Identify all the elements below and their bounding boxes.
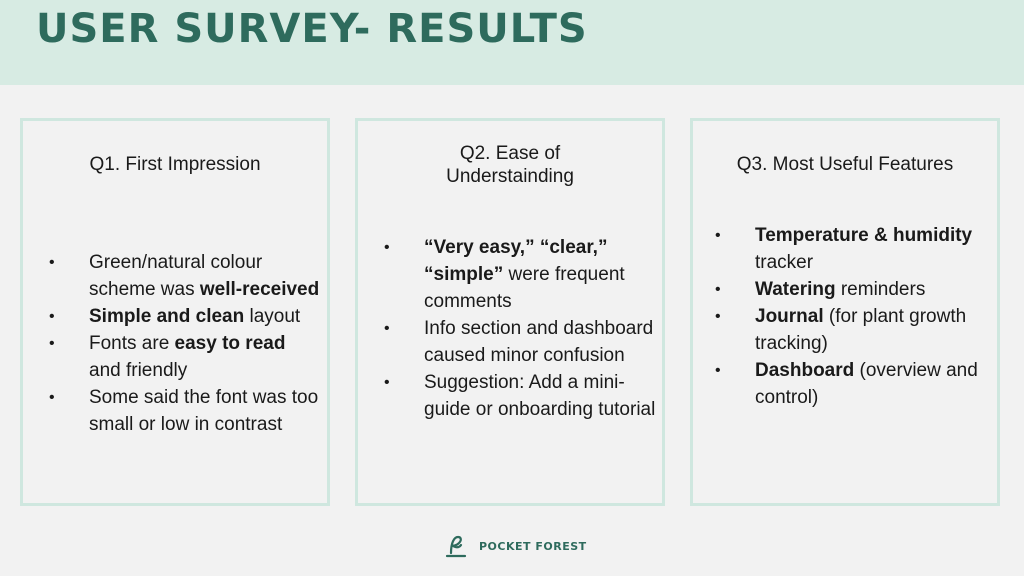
card-q3 [690,118,1000,506]
bullet-item: • Dashboard (overview and control) [713,357,991,411]
slide-title: USER SURVEY- RESULTS [36,6,588,52]
bullet-item: • Simple and clean layout [47,303,321,330]
header-band [0,0,1024,85]
card-q1 [20,118,330,506]
bullet-item: • Suggestion: Add a mini-guide or onboarding tutorial [382,369,656,423]
bullet-list [713,222,991,411]
card-title: Q3. Most Useful Features [736,154,954,175]
bullet-list [382,234,656,423]
card-q2 [355,118,665,506]
bullet-item: • Some said the font was too small or low in contrast [47,384,321,438]
bullet-dot-icon: • [49,389,55,406]
footer-brand [445,532,587,560]
brand-name: POCKET FOREST [479,539,587,553]
bullet-dot-icon: • [49,254,55,271]
bullet-item: • Watering reminders [713,276,991,303]
bullet-dot-icon: • [384,374,390,391]
leaf-icon [445,533,467,559]
bullet-item: • Info section and dashboard caused minor confusion [382,315,656,369]
bullet-dot-icon: • [49,335,55,352]
bullet-list [47,249,321,438]
bullet-item: • “Very easy,” “clear,” “simple” were frequent comments [382,234,656,315]
bullet-dot-icon: • [384,320,390,337]
bullet-item: • Temperature & humidity tracker [713,222,991,276]
bullet-item: • Fonts are easy to read and friendly [47,330,321,384]
bullet-dot-icon: • [384,239,390,256]
bullet-dot-icon: • [715,227,721,244]
card-title: Q1. First Impression [89,154,261,175]
card-title: Q2. Ease of Understainding [446,143,574,187]
bullet-dot-icon: • [715,362,721,379]
bullet-dot-icon: • [49,308,55,325]
bullet-item: • Green/natural colour scheme was well-received [47,249,321,303]
bullet-dot-icon: • [715,308,721,325]
bullet-item: • Journal (for plant growth tracking) [713,303,991,357]
bullet-dot-icon: • [715,281,721,298]
